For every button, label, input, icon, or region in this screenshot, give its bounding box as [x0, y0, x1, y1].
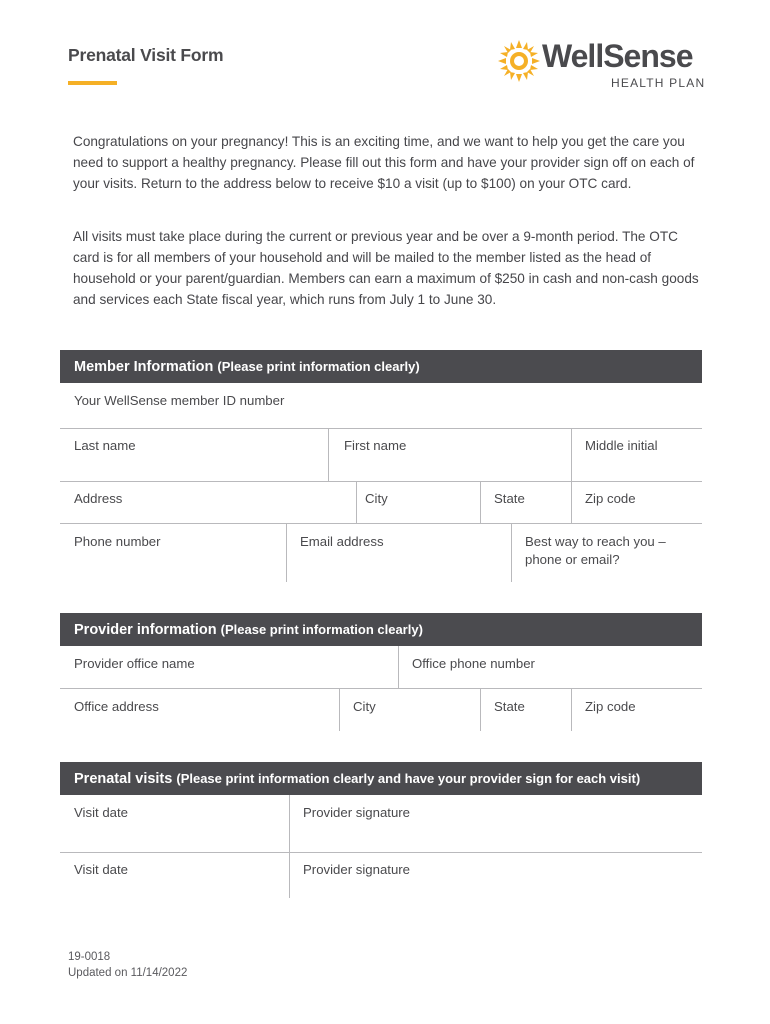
divider	[571, 482, 572, 523]
member-zip-field[interactable]: Zip code	[585, 491, 636, 506]
provider-zip-field[interactable]: Zip code	[585, 699, 636, 714]
provider-office-name-field[interactable]: Provider office name	[74, 656, 195, 671]
divider	[60, 481, 702, 482]
divider	[286, 524, 287, 582]
provider-signature-field[interactable]: Provider signature	[303, 805, 411, 820]
member-city-field[interactable]: City	[365, 491, 388, 506]
best-way-field[interactable]: Best way to reach you – phone or email?	[525, 534, 666, 567]
visit-date-field[interactable]: Visit date	[74, 805, 129, 820]
form-number: 19-0018	[68, 951, 111, 963]
divider	[339, 689, 340, 731]
provider-info-heading: Provider information	[74, 622, 217, 638]
divider	[289, 795, 290, 852]
middle-initial-field[interactable]: Middle initial	[585, 438, 658, 453]
office-address-field[interactable]: Office address	[74, 699, 159, 714]
divider	[398, 646, 399, 688]
sun-logo-icon	[498, 40, 540, 82]
title-accent-bar	[68, 81, 117, 85]
divider	[328, 429, 329, 481]
logo-brand-text: WellSense	[542, 38, 693, 74]
updated-date: Updated on 11/14/2022	[68, 967, 188, 979]
divider	[289, 853, 290, 898]
phone-field[interactable]: Phone number	[74, 534, 161, 549]
member-state-field[interactable]: State	[494, 491, 525, 506]
intro-paragraph-2: All visits must take place during the current or previous year and be over a 9-month period. The OTC card is for all members of your household and will be mailed to the member listed as the head of household or your parent/guardian. Members can earn a maximum of $250 in cash and non-cash goods and services each State fiscal year, which runs from July 1 to June 30.	[73, 229, 699, 307]
divider	[571, 429, 572, 481]
office-phone-field[interactable]: Office phone number	[412, 656, 535, 671]
divider	[511, 524, 512, 582]
logo-plan-text: HEALTH PLAN	[611, 76, 706, 90]
provider-signature-field[interactable]: Provider signature	[303, 862, 411, 877]
member-info-heading: Member Information	[74, 359, 214, 375]
provider-state-field[interactable]: State	[494, 699, 525, 714]
provider-info-note: (Please print information clearly)	[220, 622, 423, 637]
divider	[480, 482, 481, 523]
divider	[571, 689, 572, 731]
divider	[356, 482, 357, 523]
prenatal-visits-header	[60, 762, 702, 795]
intro-paragraph-1: Congratulations on your pregnancy! This is an exciting time, and we want to help you get the care you need to support a healthy pregnancy. Please fill out this form and have your provider sign off on each of your visits. Return to the address below to receive $10 a visit (up to $100) on your OTC card.	[73, 134, 695, 191]
first-name-field[interactable]: First name	[344, 438, 407, 453]
prenatal-visits-heading: Prenatal visits	[74, 771, 173, 787]
member-info-header	[60, 350, 702, 383]
divider	[480, 689, 481, 731]
member-id-field[interactable]: Your WellSense member ID number	[74, 393, 285, 408]
divider	[60, 688, 702, 689]
prenatal-visits-note: (Please print information clearly and have your provider sign for each visit)	[176, 771, 641, 786]
last-name-field[interactable]: Last name	[74, 438, 136, 453]
divider	[60, 523, 702, 524]
wellsense-logo	[498, 38, 708, 94]
divider	[60, 428, 702, 429]
divider	[60, 852, 702, 853]
visit-date-field[interactable]: Visit date	[74, 862, 129, 877]
provider-info-header	[60, 613, 702, 646]
address-field[interactable]: Address	[74, 491, 123, 506]
email-field[interactable]: Email address	[300, 534, 384, 549]
provider-city-field[interactable]: City	[353, 699, 376, 714]
page-title: Prenatal Visit Form	[68, 45, 224, 65]
member-info-note: (Please print information clearly)	[217, 359, 420, 374]
